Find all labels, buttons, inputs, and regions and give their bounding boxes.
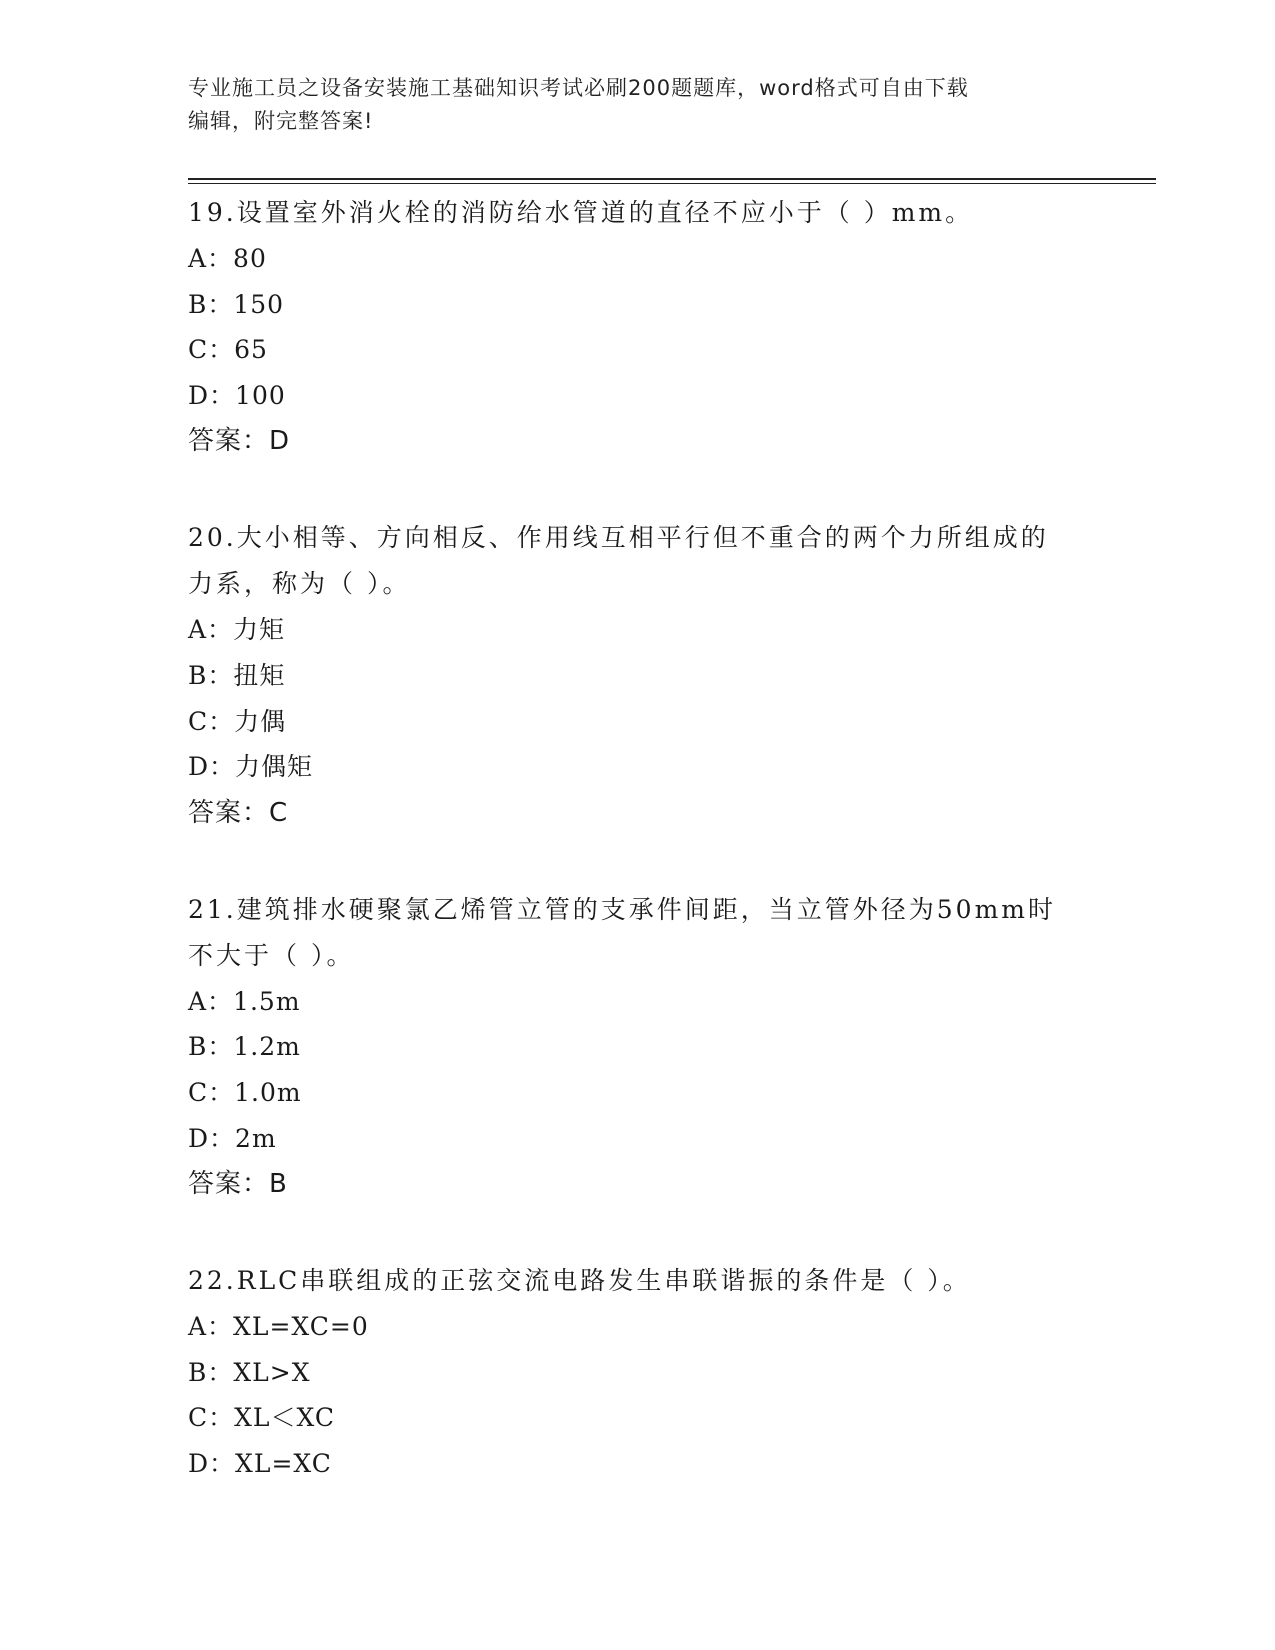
option-c: C：65 <box>188 335 268 365</box>
question-text-continued: 不大于（ ）。 <box>188 940 355 970</box>
answer-line: 答案：D <box>188 426 291 457</box>
document-header <box>188 72 1088 138</box>
header-divider-thin <box>188 183 1156 184</box>
question-text: 22.RLC串联组成的正弦交流电路发生串联谐振的条件是（ ）。 <box>188 1266 971 1296</box>
question-text: 19.设置室外消火栓的消防给水管道的直径不应小于（ ）mm。 <box>188 198 974 227</box>
option-b: B：150 <box>188 289 285 319</box>
option-d: D：XL=XC <box>188 1448 332 1478</box>
question-20 <box>188 515 1088 835</box>
question-19 <box>188 190 1088 464</box>
option-a: A：80 <box>188 244 267 273</box>
question-text: 20.大小相等、方向相反、作用线互相平行但不重合的两个力所组成的 <box>188 523 1049 553</box>
header-line-1: 专业施工员之设备安装施工基础知识考试必刷200题题库，word格式可自由下载 <box>188 76 969 100</box>
question-text: 21.建筑排水硬聚氯乙烯管立管的支承件间距，当立管外径为50mm时 <box>188 894 1056 924</box>
option-c: C：力偶 <box>188 706 287 736</box>
option-d: D：力偶矩 <box>188 752 314 782</box>
option-b: B：扭矩 <box>188 660 286 690</box>
option-a: A：力矩 <box>188 615 286 645</box>
question-21 <box>188 887 1088 1207</box>
option-a: A：1.5m <box>188 986 301 1016</box>
question-22 <box>188 1258 1088 1486</box>
option-c: C：XL＜XC <box>188 1403 336 1433</box>
option-c: C：1.0m <box>188 1077 302 1107</box>
answer-line: 答案：C <box>188 797 289 828</box>
option-d: D：2m <box>188 1123 277 1153</box>
question-text-continued: 力系，称为（ ）。 <box>188 569 411 599</box>
answer-line: 答案：B <box>188 1169 288 1200</box>
option-a: A：XL=XC=0 <box>188 1312 369 1342</box>
header-line-2: 编辑，附完整答案! <box>188 109 374 133</box>
header-divider-thick <box>188 178 1156 180</box>
question-list <box>188 190 1088 1538</box>
option-d: D：100 <box>188 380 286 410</box>
option-b: B：1.2m <box>188 1032 301 1062</box>
option-b: B：XL>X <box>188 1357 311 1387</box>
